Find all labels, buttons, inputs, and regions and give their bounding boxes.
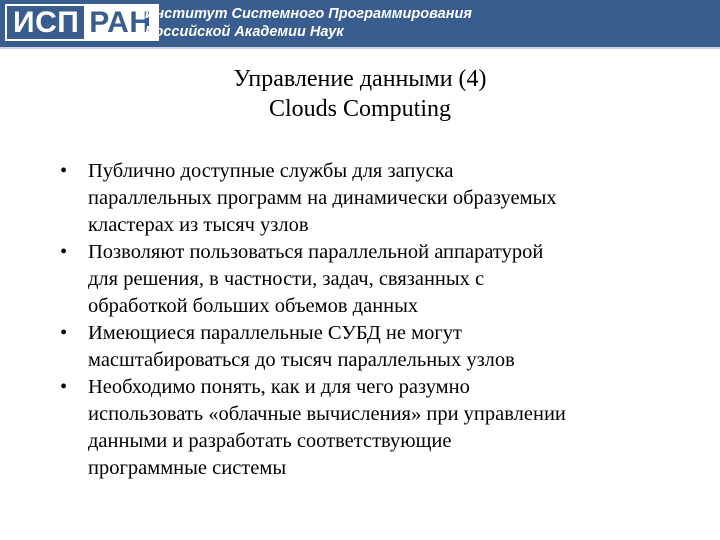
bullet-line: данными и разработать соответствующие [88,430,452,452]
bullet-line: параллельных программ на динамически образуемых [88,187,557,209]
bullet-line: Имеющиеся параллельные СУБД не могут [88,322,462,344]
bullet-line: использовать «облачные вычисления» при управлении [88,403,566,425]
bullet-line: масштабироваться до тысяч параллельных узлов [88,349,515,371]
bullet-line: кластерах из тысяч узлов [88,214,309,236]
institute-name [145,5,472,41]
logo-ran-text: РАН [84,6,156,39]
logo-isp-text: ИСП [7,6,84,39]
bullet-line: программные системы [88,457,287,479]
bullet-dot: • [60,160,68,182]
institute-name-line-1: Институт Системного Программирования [145,6,472,22]
bullet-item [60,320,700,374]
bullet-item [60,239,700,320]
bullet-line: Позволяют пользоваться параллельной аппаратурой [88,241,544,263]
bullet-item [60,374,700,482]
header-band [0,0,720,49]
bullet-line: обработкой больших объемов данных [88,295,419,317]
institute-name-line-2: Российской Академии Наук [145,24,344,40]
bullet-dot: • [60,322,68,344]
bullet-line: для решения, в частности, задач, связанных с [88,268,485,290]
bullet-line: Необходимо понять, как и для чего разумно [88,376,470,398]
bullet-line: Публично доступные службы для запуска [88,160,454,182]
slide-title [0,64,720,124]
slide-title-line-1: Управление данными (4) [233,66,487,92]
bullet-list [60,158,700,482]
ispran-logo [5,4,159,41]
bullet-dot: • [60,376,68,398]
bullet-dot: • [60,241,68,263]
bullet-item [60,158,700,239]
slide-title-line-2: Clouds Computing [268,96,452,122]
